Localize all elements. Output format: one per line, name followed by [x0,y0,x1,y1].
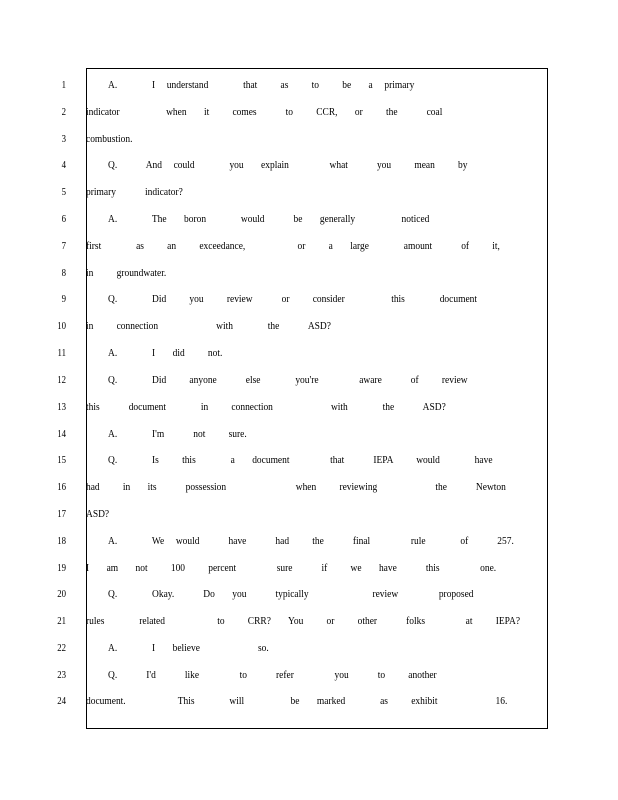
line-number: 11 [57,347,66,359]
line-number: 20 [57,588,66,600]
line-text: in connection with the ASD? [86,320,331,332]
line-text: indicator when it comes to CCR, or the coal [86,106,443,118]
line-text: rules related to CRR? You or other folks at IEPA? [86,615,521,627]
line-text: A. The boron would be generally noticed [108,213,430,225]
line-text: A. I'm not sure. [108,428,247,440]
line-number: 16 [57,481,66,493]
transcript-line-20 [0,585,618,603]
line-text: A. We would have had the final rule of 257. [108,535,514,547]
transcript-line-16 [0,478,618,496]
line-number: 17 [57,508,66,520]
line-number: 19 [57,562,66,574]
transcript-line-13 [0,398,618,416]
line-text: this document in connection with the ASD? [86,401,446,413]
line-number: 7 [61,240,66,252]
line-number: 3 [61,133,66,145]
line-number: 8 [61,267,66,279]
line-text: A. I understand that as to be a primary [108,79,415,91]
transcript-line-6 [0,210,618,228]
line-number: 13 [57,401,66,413]
transcript-line-4 [0,156,618,174]
line-text: ASD? [86,508,110,520]
transcript-line-15 [0,451,618,469]
line-text: Q. Okay. Do you typically review proposed [108,588,474,600]
line-number: 6 [61,213,66,225]
line-number: 23 [57,669,66,681]
transcript-line-17 [0,505,618,523]
line-text: combustion. [86,133,133,145]
line-text: A. I did not. [108,347,223,359]
transcript-line-19 [0,559,618,577]
transcript-line-7 [0,237,618,255]
transcript-line-9 [0,290,618,308]
line-number: 5 [61,186,66,198]
transcript-line-8 [0,264,618,282]
transcript-line-10 [0,317,618,335]
line-text: I am not 100 percent sure if we have this one. [86,562,497,574]
transcript-line-2 [0,103,618,121]
transcript-line-5 [0,183,618,201]
line-text: Q. I'd like to refer you to another [108,669,437,681]
transcript-line-3 [0,130,618,148]
line-text: Q. And could you explain what you mean by [108,159,468,171]
line-number: 15 [57,454,66,466]
transcript-line-14 [0,425,618,443]
line-text: Q. Is this a document that IEPA would have [108,454,493,466]
line-number: 2 [61,106,66,118]
line-text: primary indicator? [86,186,183,198]
line-number: 9 [61,293,66,305]
line-text: Q. Did anyone else you're aware of review [108,374,468,386]
transcript-line-23 [0,666,618,684]
line-text: Q. Did you review or consider this document [108,293,478,305]
transcript-line-18 [0,532,618,550]
transcript-line-24 [0,692,618,710]
line-number: 4 [61,159,66,171]
transcript-line-1 [0,76,618,94]
line-text: document. This will be marked as exhibit 16. [86,695,508,707]
line-text: first as an exceedance, or a large amount of it, [86,240,500,252]
line-number: 24 [57,695,66,707]
line-text: in groundwater. [86,267,167,279]
line-number: 14 [57,428,66,440]
transcript-line-12 [0,371,618,389]
transcript-line-22 [0,639,618,657]
transcript-line-21 [0,612,618,630]
line-number: 1 [61,79,66,91]
line-number: 18 [57,535,66,547]
line-text: A. I believe so. [108,642,269,654]
line-text: had in its possession when reviewing the Newton [86,481,506,493]
line-number: 10 [57,320,66,332]
transcript-line-11 [0,344,618,362]
line-number: 22 [57,642,66,654]
line-number: 12 [57,374,66,386]
line-number: 21 [57,615,66,627]
